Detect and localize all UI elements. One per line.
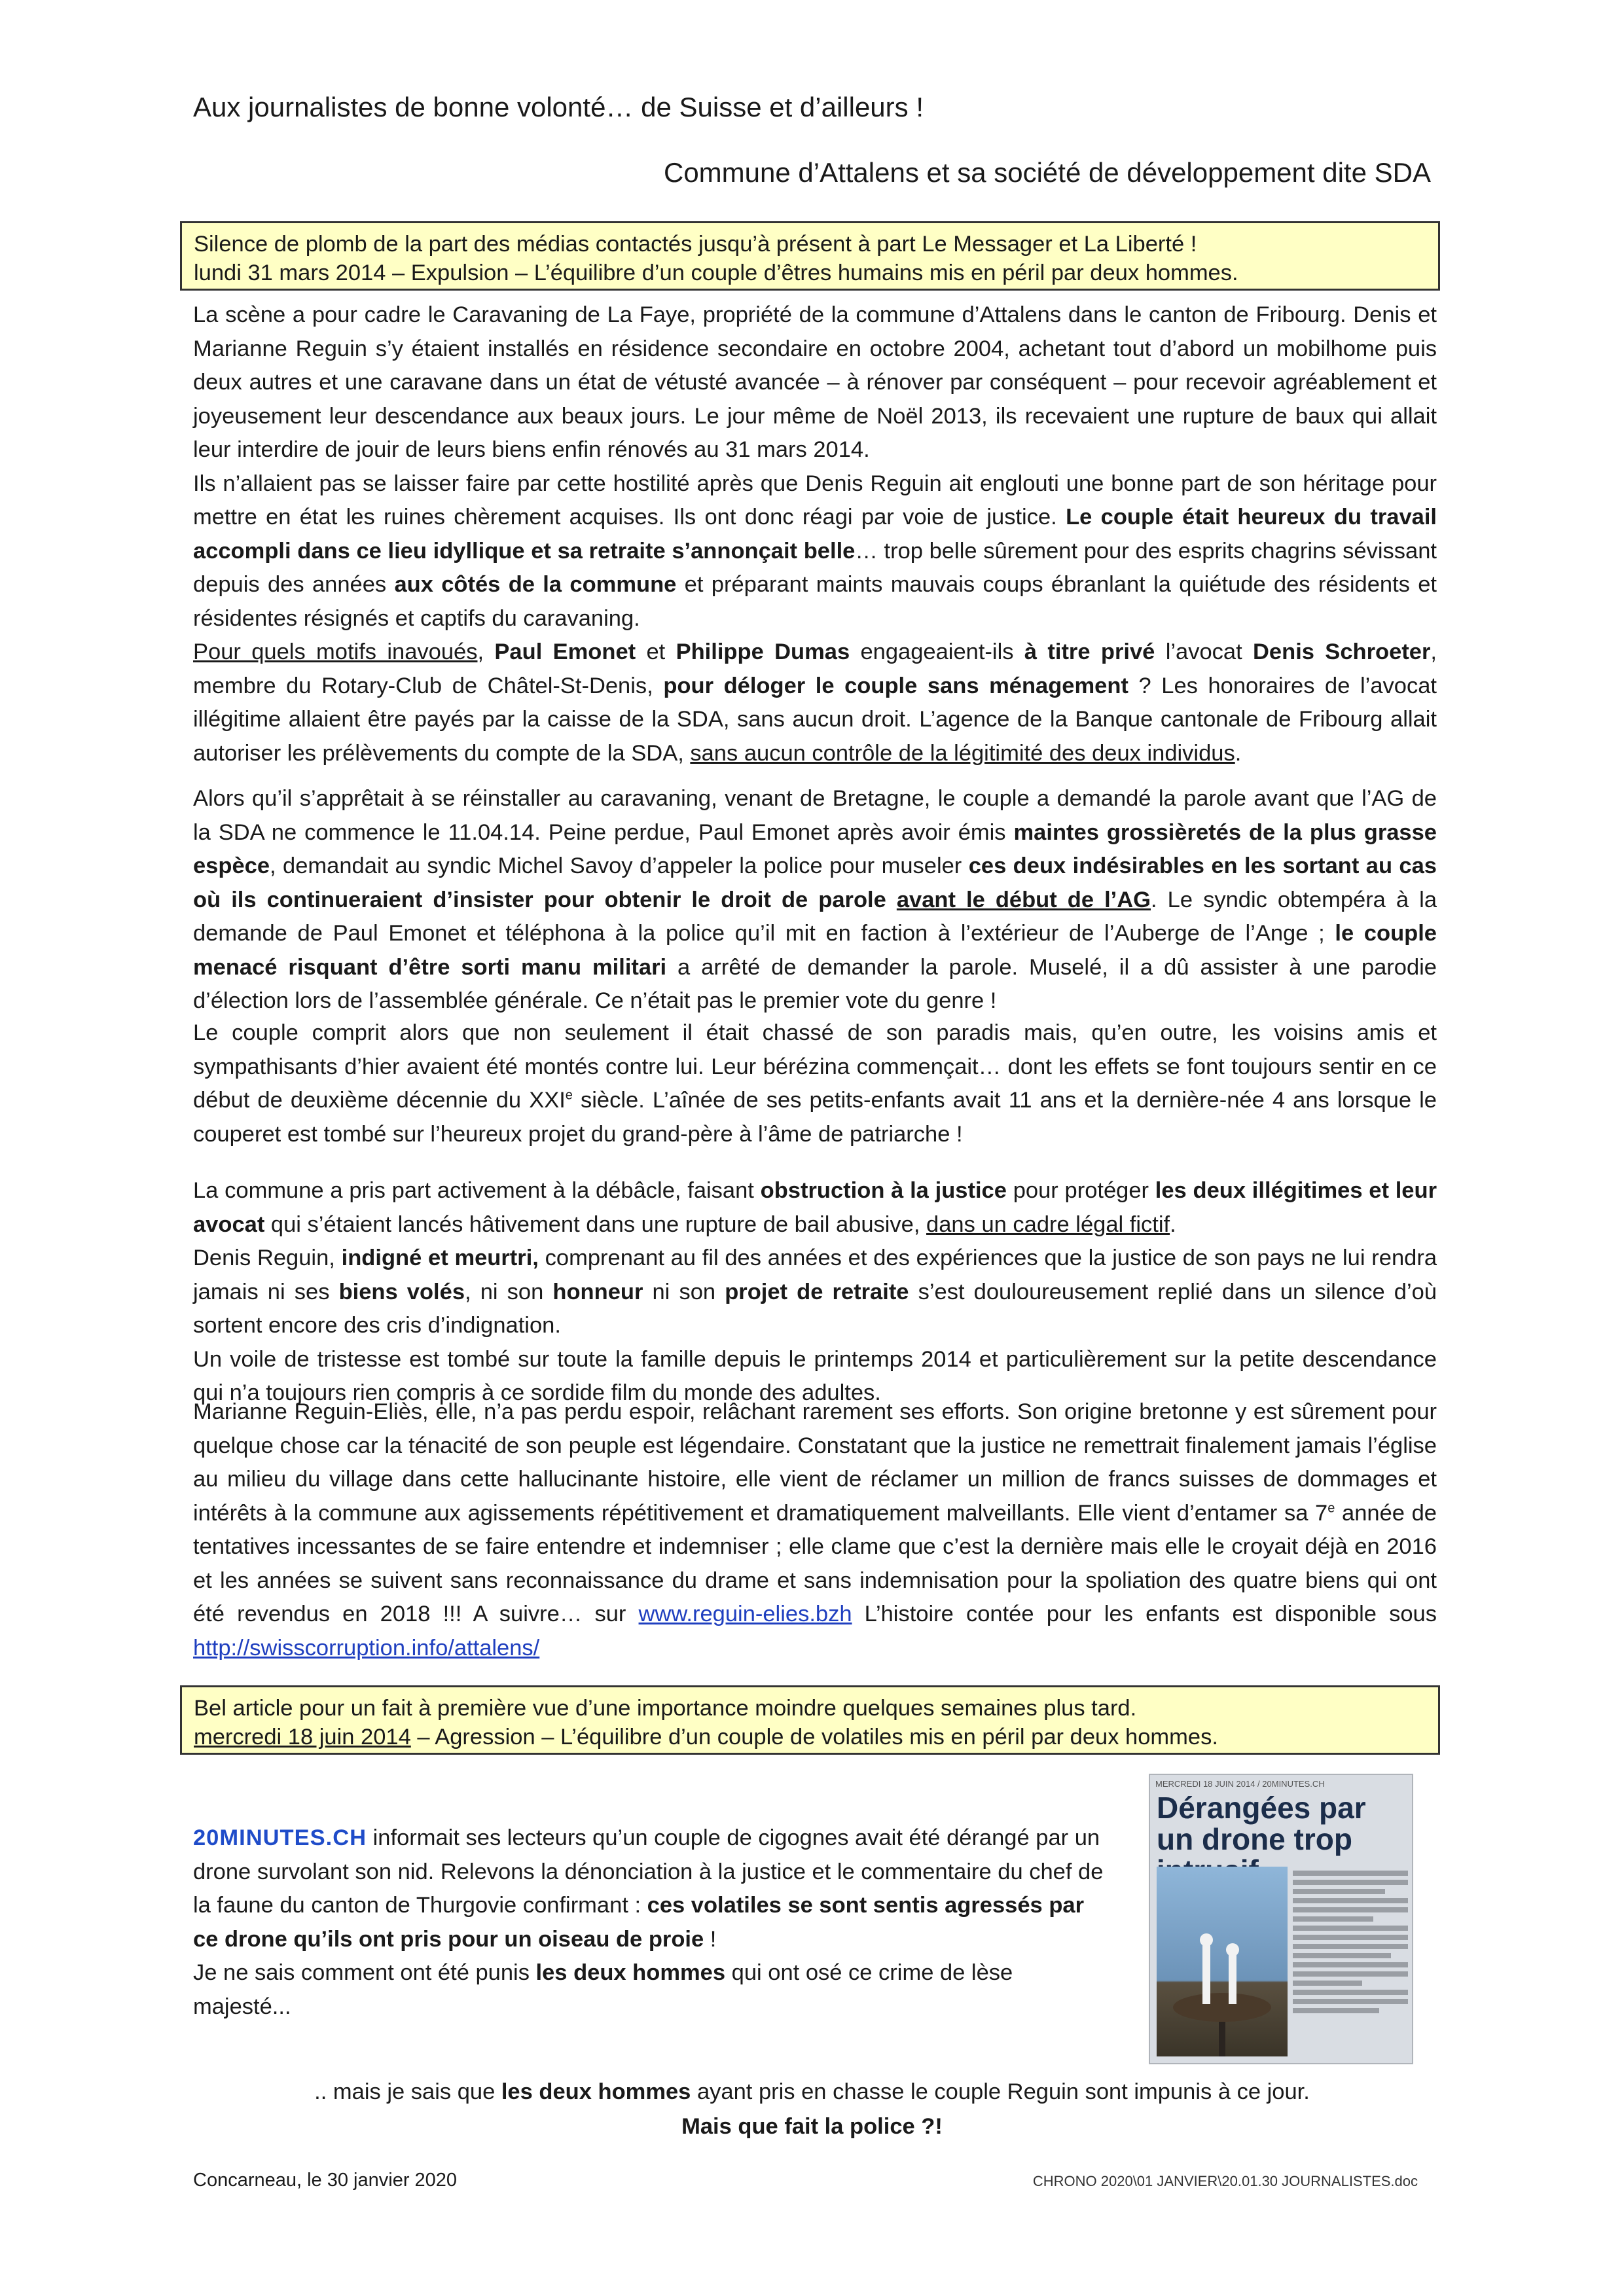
stork-nest-icon (1157, 1867, 1288, 2056)
paragraph-text (193, 1016, 1437, 1151)
box-line: Silence de plomb de la part des médias contactés jusqu’à présent à part Le Messager et La Liberté ! (194, 232, 1197, 257)
text-span: . Le syndic obtempéra à la demande de Paul Emonet et téléphona à la police qu’il mit en faction à l’extérieur de l’Auberge de l’Ange ; (193, 887, 1437, 946)
text-span: siècle. L’aînée de ses petits-enfants avait 11 ans et la dernière-née 4 ans lorsque le couperet est tombé sur l’heureux projet du grand-père à l’âme de patriarche ! (193, 1088, 1437, 1147)
newspaper-clipping (1149, 1774, 1413, 2064)
box-line (194, 1723, 1426, 1751)
text-span: et préparant maints mauvais coups ébranlant la quiétude des résidents et résidentes résignés et captifs du caravaning. (193, 572, 1437, 631)
bold-span: maintes grossièretés de la plus grasse espèce (193, 819, 1437, 878)
highlight-box-expulsion (180, 221, 1440, 291)
text-span: .. mais je sais que (314, 2079, 501, 2104)
brand-20minutes: 20MINUTES.CH (193, 1825, 367, 1850)
clipping-headline: Dérangées par un drone trop (1157, 1791, 1366, 1856)
swisscorruption-link[interactable]: http://swisscorruption.info/attalens/ (193, 1635, 540, 1660)
bold-span: obstruction à la justice (760, 1178, 1007, 1203)
text-span: Je ne sais comment ont été punis (193, 1960, 536, 1985)
document-title: Aux journalistes de bonne volonté… de Suisse et d’ailleurs ! (193, 92, 924, 122)
document-subtitle: Commune d’Attalens et sa société de développement dite SDA (663, 157, 1431, 188)
text-span: année de tentatives incessantes de se faire entendre et indemniser ; elle clame que c’est la dernière mais elle le croyait déjà en 2016 et les années se suivent sans reconnaissance du drame et sans indemnisation pour la spoliation des quatre biens qui ont été revendus en 2018 !!! A suivre… sur (193, 1500, 1437, 1626)
paragraph-text (193, 1956, 1110, 2024)
reguin-elies-link[interactable]: www.reguin-elies.bzh (638, 1602, 852, 1626)
underlined-span: dans un cadre légal fictif (926, 1211, 1170, 1237)
box-line: lundi 31 mars 2014 – Expulsion – L’équilibre d’un couple d’êtres humains mis en péril par deux hommes. (194, 260, 1238, 285)
footer-file-path: CHRONO 2020\01 JANVIER\20.01.30 JOURNALISTES.doc (1032, 2173, 1418, 2189)
paragraph-text (193, 1174, 1437, 1242)
bold-span: Le couple était heureux du travail accompli dans ce lieu idyllique et sa retraite s’annonçait belle (193, 505, 1437, 564)
bold-span: aux côtés de la commune (394, 572, 677, 597)
bold-span: honneur (552, 1279, 643, 1304)
text-span: engageaient-ils (850, 639, 1024, 664)
bold-span: ces deux indésirables en les sortant au cas où ils continueraient d’insister pour obtenir le droit de parole (193, 853, 1437, 912)
text-span: informait ses lecteurs qu’un couple de cigognes avait été dérangé par un drone survolant son nid. Relevons la dénonciation à la justice et le commentaire du chef de la faune du canton de Thurgovie confirmant : (193, 1825, 1104, 1918)
text-span: ? Les honoraires de l’avocat illégitime allaient être payés par la caisse de la SDA, sans aucun droit. L’agence de la Banque cantonale de Fribourg allait autoriser les prélèvements du compte de la SDA, (193, 673, 1437, 766)
clipping-header: MERCREDI 18 JUIN 2014 / 20MINUTES.CH (1155, 1779, 1325, 1789)
text-span: ni son (643, 1279, 725, 1304)
text-span: Le couple comprit alors que non seulement il était chassé de son paradis mais, qu’en outre, les voisins amis et sympathisants d’hier avaient été montés contre lui. Leur bérézina commençait… dont les effets se font toujours sentir en ce début de deuxième décennie du XXI (193, 1020, 1437, 1113)
text-span: , ni son (465, 1279, 553, 1304)
paragraph-text (193, 1395, 1437, 1665)
paragraph-berezina (193, 1016, 1437, 1151)
paragraph-text (193, 782, 1437, 1018)
paragraph-text (193, 467, 1437, 636)
stork-nest-photo (1157, 1867, 1288, 2056)
closing-question: Mais que fait la police ?! (681, 2114, 943, 2139)
footer-place-date: Concarneau, le 30 janvier 2020 (193, 2170, 458, 2191)
text-span: pour protéger (1006, 1178, 1155, 1203)
bold-span: Denis Schroeter (1253, 639, 1431, 664)
text-span: … trop belle sûrement pour des esprits chagrins sévissant depuis des années (193, 538, 1437, 597)
paragraph-marianne (193, 1395, 1437, 1665)
underlined-span: Pour quels motifs inavoués (193, 639, 478, 664)
box-line: Bel article pour un fait à première vue d’une importance moindre quelques semaines plus tard. (194, 1696, 1137, 1721)
paragraph-text: La scène a pour cadre le Caravaning de La Faye, propriété de la commune d’Attalens dans le canton de Fribourg. Denis et Marianne Reguin s’y étaient installés en résidence secondaire en octobre 2004, achetant tout d’abord un mobilhome puis deux autres et une caravane dans un état de vétusté avancée – à rénover par conséquent – pour recevoir agréablement et joyeusement leur descendance aux beaux jours. Le jour même de Noël 2013, ils recevaient une rupture de baux qui allait leur interdire de jouir de leurs biens enfin rénovés au 31 mars 2014. (193, 302, 1437, 462)
text-span: qui ont osé ce crime de lèse majesté... (193, 1960, 1013, 2019)
text-span: La commune a pris part activement à la débâcle, faisant (193, 1178, 761, 1203)
closing-line (0, 2075, 1624, 2109)
paragraph-text (193, 1821, 1110, 1956)
bold-span: pour déloger le couple sans ménagement (663, 673, 1128, 698)
paragraph-cigognes (193, 1821, 1110, 2024)
text-span: ! (704, 1926, 717, 1952)
paragraph-text (193, 636, 1437, 770)
bold-span: Philippe Dumas (676, 639, 850, 664)
bold-span: indigné et meurtri, (341, 1246, 539, 1270)
paragraph-ag (193, 782, 1437, 1018)
text-span: a arrêté de demander la parole. Muselé, il a dû assister à une parodie d’élection lors de l’assemblée générale. Ce n’était pas le premier vote du genre ! (193, 954, 1437, 1013)
text-span: . (1170, 1211, 1176, 1237)
text-span: L’histoire contée pour les enfants est disponible sous (852, 1602, 1437, 1626)
text-span: Marianne Reguin-Eliès, elle, n’a pas perdu espoir, relâchant rarement ses efforts. Son origine bretonne y est sûrement pour quelque chose car la ténacité de son peuple est légendaire. Constatant que la justice ne remettrait finalement jamais l’église au milieu du village dans cette hallucinante histoire, elle vient de réclamer un million de francs suisses de dommages et intérêts à la commune aux agissements répétitivement et dramatiquement malveillants. Elle vient d’entamer sa 7 (193, 1399, 1437, 1526)
text-span: Ils n’allaient pas se laisser faire par cette hostilité après que Denis Reguin ait englouti une bonne part de son héritage pour mettre en état les ruines chèrement acquises. Ils ont donc réagi par voie de justice. (193, 471, 1437, 529)
text-span: . (1235, 740, 1242, 766)
bold-span: à titre privé (1024, 639, 1155, 664)
bold-span: projet de retraite (725, 1279, 909, 1304)
paragraph-text (193, 1242, 1437, 1343)
bold-span: biens volés (338, 1279, 465, 1304)
closing-statement (0, 2075, 1624, 2144)
superscript: e (565, 1088, 573, 1103)
text-span: , demandait au syndic Michel Savoy d’appeler la police pour museler (270, 853, 969, 878)
text-span: s’est douloureusement replié dans un silence d’où sortent encore des cris d’indignation. (193, 1279, 1437, 1338)
bold-span: Paul Emonet (494, 639, 636, 664)
paragraph-commune (193, 1174, 1437, 1410)
text-span: l’avocat (1155, 639, 1254, 664)
bold-underlined-span: avant le début de l’AG (896, 887, 1151, 912)
text-span: ayant pris en chasse le couple Reguin sont impunis à ce jour. (691, 2079, 1310, 2104)
bold-span: les deux hommes (535, 1960, 726, 1985)
highlight-box-agression (180, 1685, 1440, 1755)
paragraph-context (193, 298, 1437, 770)
bold-span: les deux hommes (501, 2079, 691, 2104)
bold-span: les deux illégitimes et leur avocat (193, 1178, 1437, 1237)
text-span: qui s’étaient lancés hâtivement dans une rupture de bail abusive, (264, 1211, 927, 1237)
text-span: Alors qu’il s’apprêtait à se réinstaller au caravaning, venant de Bretagne, le couple a demandé la parole avant que l’AG de la SDA ne commence le 11.04.14. Peine perdue, Paul Emonet après avoir émis (193, 786, 1437, 845)
bold-span: le couple menacé risquant d’être sorti manu militari (193, 921, 1437, 980)
text-span: , membre du Rotary-Club de Châtel-St-Denis, (193, 639, 1437, 698)
text-span: comprenant au fil des années et des expériences que la justice de son pays ne lui rendra jamais ni ses (193, 1246, 1437, 1304)
superscript: e (1327, 1501, 1335, 1515)
text-span: , (477, 639, 495, 664)
text-span: Denis Reguin, (193, 1246, 342, 1270)
paragraph-text: Un voile de tristesse est tombé sur toute la famille depuis le printemps 2014 et particulièrement sur la petite descendance qui n’a toujours rien compris à ce sordide film du monde des adultes. (193, 1346, 1437, 1405)
underlined-span: sans aucun contrôle de la légitimité des deux individus (690, 740, 1235, 766)
underlined-span: mercredi 18 juin 2014 (194, 1725, 411, 1749)
text-span: – Agression – L’équilibre d’un couple de volatiles mis en péril par deux hommes. (410, 1725, 1218, 1749)
bold-span: ces volatiles se sont sentis agressés par ce drone qu’ils ont pris pour un oiseau de proie (193, 1893, 1084, 1952)
text-span: et (636, 639, 676, 664)
clipping-body-text (1293, 1867, 1408, 2017)
